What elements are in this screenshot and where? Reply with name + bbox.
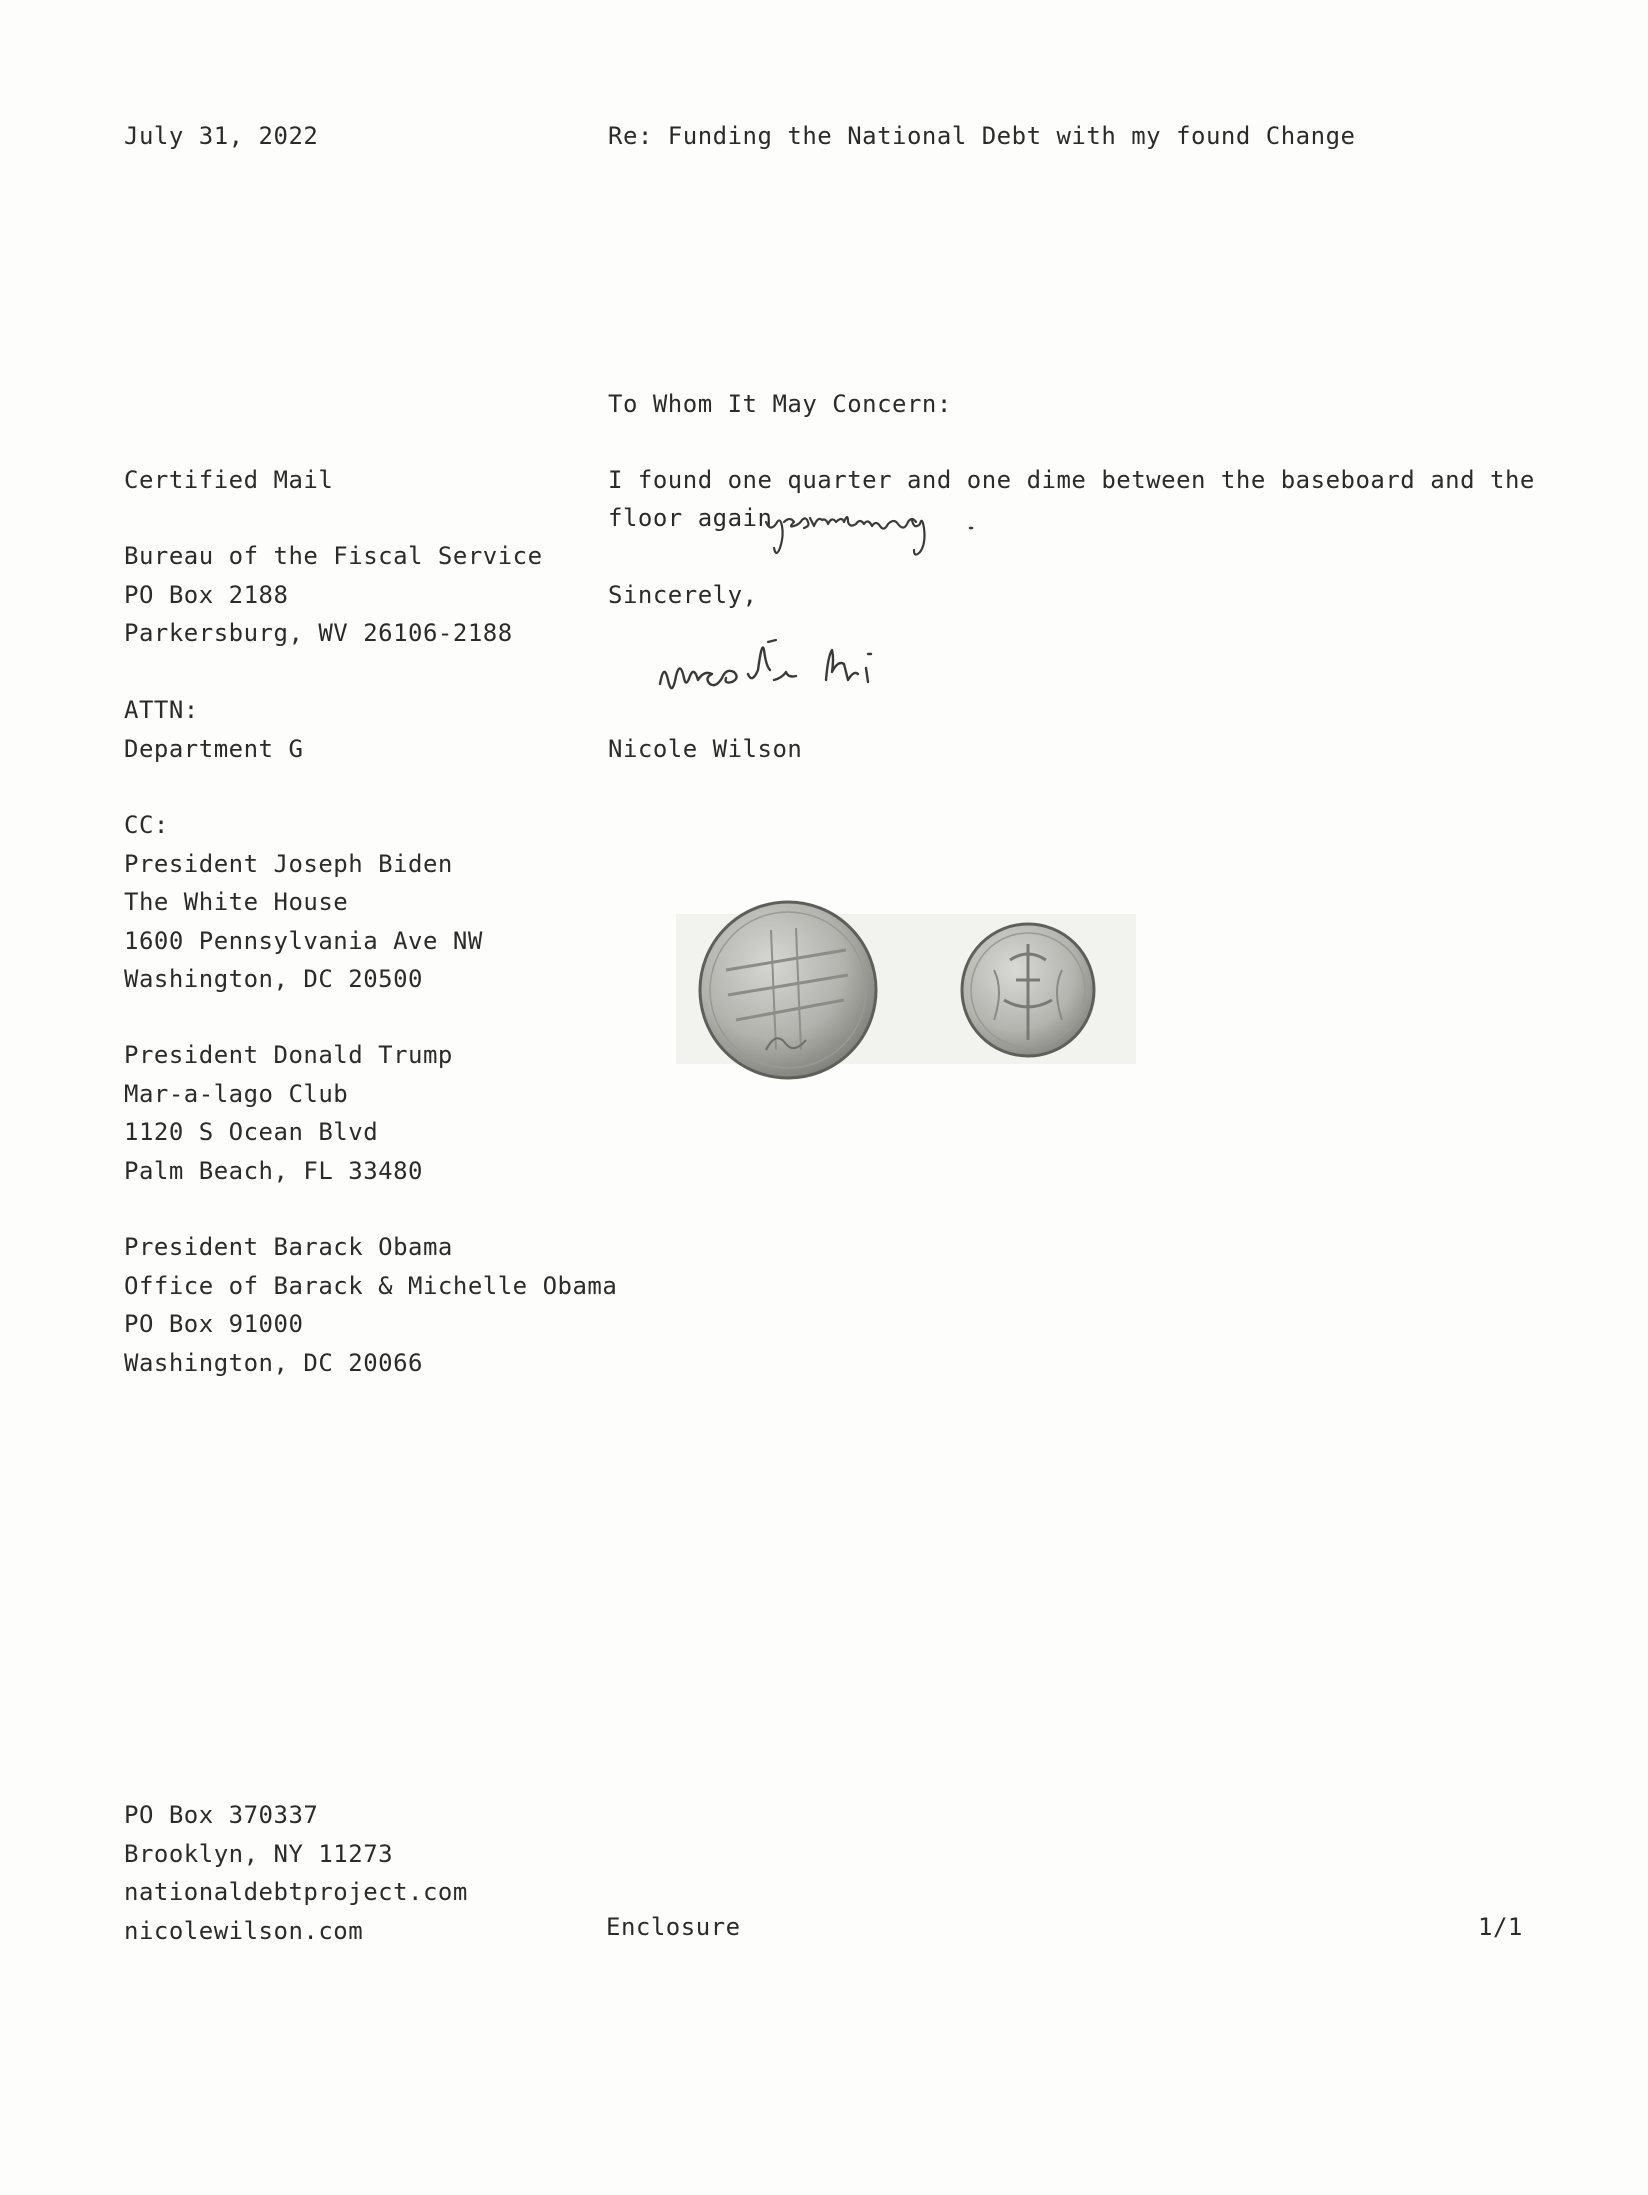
cc-line: The White House (124, 888, 349, 916)
quarter-coin-icon (700, 902, 876, 1078)
closing: Sincerely, (608, 581, 758, 609)
attn-label: ATTN: (124, 696, 199, 724)
body-line-2 (608, 503, 772, 533)
dime-coin-icon (962, 924, 1094, 1056)
sender-website-link[interactable]: nationaldebtproject.com (124, 1878, 468, 1906)
cc-line: Washington, DC 20500 (124, 965, 423, 993)
letter-date: July 31, 2022 (124, 122, 319, 150)
delivery-method: Certified Mail (124, 466, 334, 494)
sender-line: Brooklyn, NY 11273 (124, 1839, 394, 1868)
cc-block (124, 1036, 453, 1190)
cc-line: Office of Barack & Michelle Obama (124, 1271, 618, 1300)
cc-block (124, 806, 483, 999)
cc-label: CC: (124, 811, 169, 839)
sender-line: PO Box 370337 (124, 1801, 319, 1829)
cc-line: PO Box 91000 (124, 1310, 304, 1338)
letter-subject: Re: Funding the National Debt with my found Change (608, 122, 1356, 150)
sender-website-link[interactable]: nicolewilson.com (124, 1916, 364, 1945)
handwritten-yesterday-icon (762, 500, 992, 560)
cc-line: 1120 S Ocean Blvd (124, 1118, 379, 1146)
page-number: 1/1 (1478, 1913, 1523, 1941)
body-line-1: I found one quarter and one dime between the baseboard and the (608, 466, 1535, 494)
attn-block (124, 691, 303, 768)
recipient-address-line: PO Box 2188 (124, 580, 289, 609)
salutation: To Whom It May Concern: (608, 390, 952, 418)
cc-line: President Barack Obama (124, 1233, 453, 1261)
enclosed-coins (676, 900, 1156, 1120)
cc-block (124, 1228, 617, 1382)
recipient-address-line: Parkersburg, WV 26106-2188 (124, 619, 513, 647)
cc-line: Palm Beach, FL 33480 (124, 1156, 423, 1185)
attn-value: Department G (124, 734, 304, 763)
signer-name: Nicole Wilson (608, 735, 803, 763)
sender-block (124, 1796, 468, 1950)
cc-line: President Joseph Biden (124, 849, 453, 878)
recipient-address-line: Bureau of the Fiscal Service (124, 542, 543, 570)
signature-icon (656, 628, 976, 708)
cc-line: President Donald Trump (124, 1041, 453, 1069)
cc-line: 1600 Pennsylvania Ave NW (124, 926, 483, 955)
recipient-address (124, 537, 543, 653)
cc-line: Mar-a-lago Club (124, 1079, 349, 1108)
enclosure-note: Enclosure (606, 1913, 741, 1941)
body-line-2-text: floor again (608, 504, 773, 532)
cc-line: Washington, DC 20066 (124, 1348, 423, 1377)
